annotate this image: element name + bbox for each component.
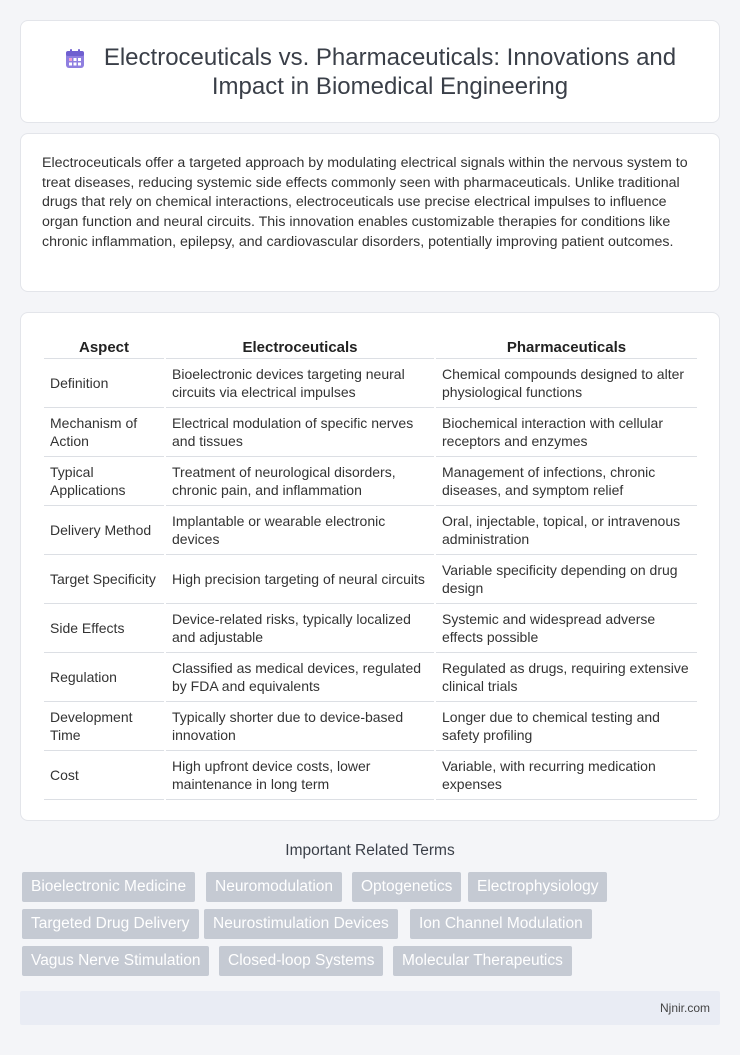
cell-aspect: Regulation (44, 653, 164, 702)
table-row (44, 457, 697, 506)
cell-pharma: Longer due to chemical testing and safety profiling (436, 702, 697, 751)
cell-electro: Device-related risks, typically localized and adjustable (166, 604, 434, 653)
intro-paragraph: Electroceuticals offer a targeted approach by modulating electrical signals within the nervous system to treat diseases, reducing systemic side effects commonly seen with pharmaceuticals. Unlike traditional drugs that rely on chemical interactions, electroceuticals use precise electrical impulses to influence organ function and neural circuits. This innovation enables customizable therapies for conditions like chronic inflammation, epilepsy, and cardiovascular disorders, potentially improving patient outcomes. (42, 155, 688, 250)
cell-aspect: Definition (44, 359, 164, 408)
tag-targeted-drug-delivery[interactable]: Targeted Drug Delivery (22, 909, 199, 939)
comparison-table-card (20, 312, 720, 821)
cell-electro: Classified as medical devices, regulated by FDA and equivalents (166, 653, 434, 702)
header-aspect: Aspect (44, 333, 164, 359)
tag-closed-loop-systems[interactable]: Closed-loop Systems (219, 946, 383, 976)
cell-electro: High precision targeting of neural circuits (166, 555, 434, 604)
header-electroceuticals: Electroceuticals (166, 333, 434, 359)
cell-electro: Bioelectronic devices targeting neural circuits via electrical impulses (166, 359, 434, 408)
cell-aspect: Development Time (44, 702, 164, 751)
tag-molecular-therapeutics[interactable]: Molecular Therapeutics (393, 946, 572, 976)
table-row (44, 506, 697, 555)
cell-aspect: Delivery Method (44, 506, 164, 555)
cell-aspect: Mechanism of Action (44, 408, 164, 457)
cell-pharma: Oral, injectable, topical, or intravenous administration (436, 506, 697, 555)
cell-aspect: Side Effects (44, 604, 164, 653)
tag-neuromodulation[interactable]: Neuromodulation (206, 872, 342, 902)
header-pharmaceuticals: Pharmaceuticals (436, 333, 697, 359)
cell-electro: Treatment of neurological disorders, chronic pain, and inflammation (166, 457, 434, 506)
cell-pharma: Variable specificity depending on drug design (436, 555, 697, 604)
cell-aspect: Cost (44, 751, 164, 800)
table-row (44, 408, 697, 457)
cell-pharma: Systemic and widespread adverse effects possible (436, 604, 697, 653)
footer (20, 991, 720, 1025)
table-header-row (44, 333, 697, 359)
cell-pharma: Regulated as drugs, requiring extensive clinical trials (436, 653, 697, 702)
tag-bioelectronic-medicine[interactable]: Bioelectronic Medicine (22, 872, 195, 902)
tag-optogenetics[interactable]: Optogenetics (352, 872, 461, 902)
table-row (44, 604, 697, 653)
comparison-table (42, 333, 699, 800)
tag-ion-channel-modulation[interactable]: Ion Channel Modulation (410, 909, 592, 939)
table-row (44, 359, 697, 408)
footer-site-link[interactable]: Njnir.com (659, 1001, 710, 1015)
intro-card (20, 133, 720, 292)
page-title: Electroceuticals vs. Pharmaceuticals: Innovations and Impact in Biomedical Engineering (103, 44, 677, 100)
cell-electro: Electrical modulation of specific nerves and tissues (166, 408, 434, 457)
related-terms-title: Important Related Terms (285, 842, 455, 859)
tag-neurostimulation-devices[interactable]: Neurostimulation Devices (204, 909, 398, 939)
table-row (44, 702, 697, 751)
cell-aspect: Target Specificity (44, 555, 164, 604)
header-card (20, 20, 720, 123)
cell-pharma: Variable, with recurring medication expenses (436, 751, 697, 800)
table-row (44, 751, 697, 800)
cell-pharma: Biochemical interaction with cellular receptors and enzymes (436, 408, 697, 457)
cell-pharma: Chemical compounds designed to alter physiological functions (436, 359, 697, 408)
cell-electro: Implantable or wearable electronic devices (166, 506, 434, 555)
cell-aspect: Typical Applications (44, 457, 164, 506)
cell-pharma: Management of infections, chronic diseases, and symptom relief (436, 457, 697, 506)
cell-electro: Typically shorter due to device-based innovation (166, 702, 434, 751)
table-row (44, 653, 697, 702)
cell-electro: High upfront device costs, lower maintenance in long term (166, 751, 434, 800)
table-row (44, 555, 697, 604)
tag-vagus-nerve-stimulation[interactable]: Vagus Nerve Stimulation (22, 946, 209, 976)
tag-electrophysiology[interactable]: Electrophysiology (468, 872, 607, 902)
